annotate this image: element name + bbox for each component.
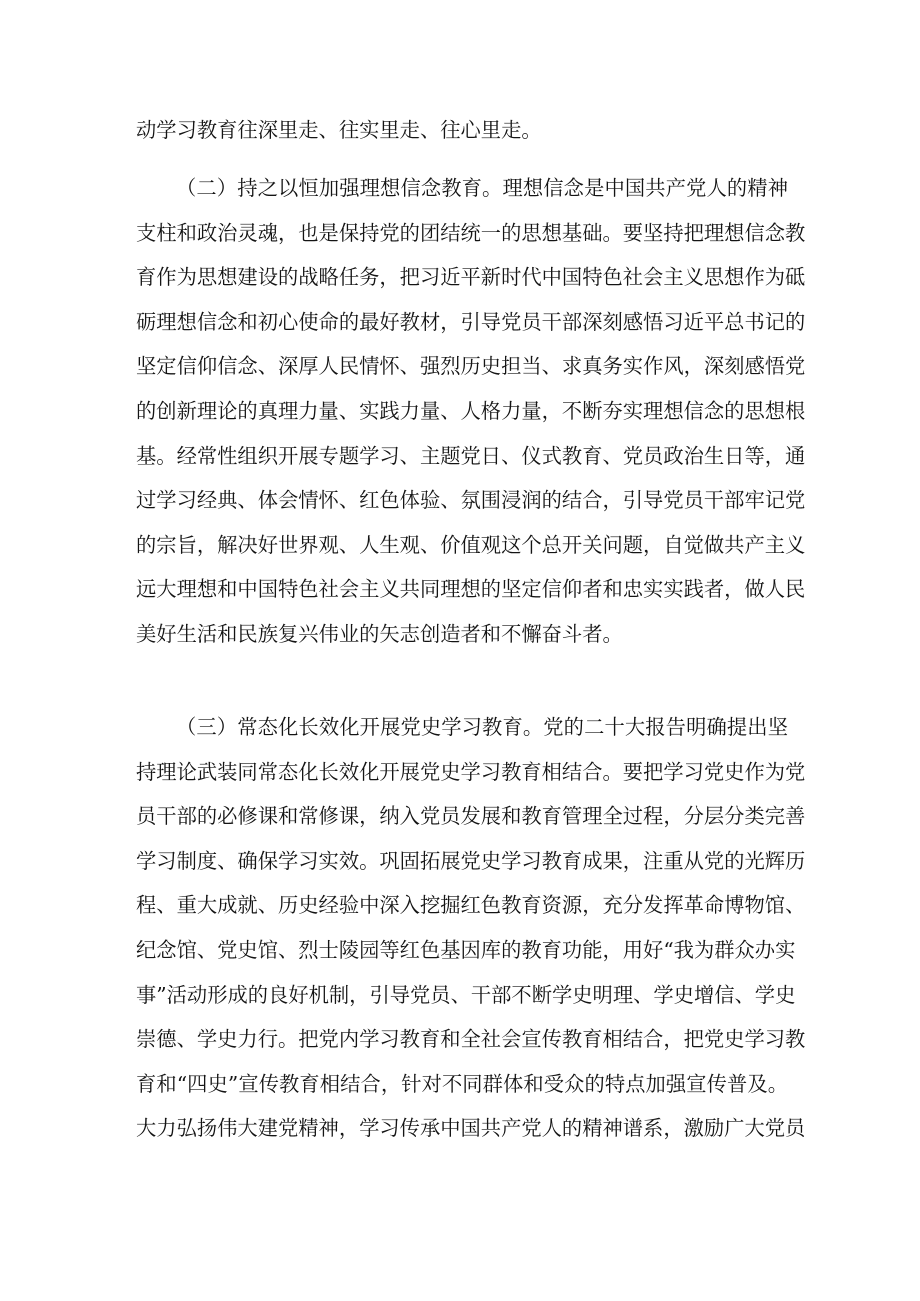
text-line: 支柱和政治灵魂，也是保持党的团结统一的思想基础。要坚持把理想信念教 — [136, 221, 806, 245]
section-heading-line: （三）常态化长效化开展党史学习教育。党的二十大报告明确提出坚 — [176, 715, 788, 739]
text-line: 基。经常性组织开展专题学习、主题党日、仪式教育、党员政治生日等，通 — [136, 444, 806, 468]
text-line: 崇德、学史力行。把党内学习教育和全社会宣传教育相结合，把党史学习教 — [136, 1027, 806, 1051]
text-line: 的宗旨，解决好世界观、人生观、价值观这个总开关问题，自觉做共产主义 — [136, 533, 806, 557]
text-line: 砺理想信念和初心使命的最好教材，引导党员干部深刻感悟习近平总书记的 — [136, 310, 806, 334]
text-line: 育和“四史”宣传教育相结合，针对不同群体和受众的特点加强宣传普及。 — [136, 1072, 788, 1096]
text-line: 事”活动形成的良好机制，引导党员、干部不断学史明理、学史增信、学史 — [136, 983, 796, 1007]
text-line: 育作为思想建设的战略任务，把习近平新时代中国特色社会主义思想作为砥 — [136, 265, 806, 289]
text-line: 动学习教育往深里走、往实里走、往心里走。 — [136, 118, 542, 142]
text-line: 的创新理论的真理力量、实践力量、人格力量，不断夯实理想信念的思想根 — [136, 399, 806, 423]
text-line: 过学习经典、体会情怀、红色体验、氛围浸润的结合，引导党员干部牢记党 — [136, 488, 806, 512]
text-line: 程、重大成就、历史经验中深入挖掘红色教育资源，充分发挥革命博物馆、 — [136, 893, 806, 917]
section-heading-line: （二）持之以恒加强理想信念教育。理想信念是中国共产党人的精神 — [176, 176, 788, 200]
text-line: 纪念馆、党史馆、烈士陵园等红色基因库的教育功能，用好“我为群众办实 — [136, 938, 796, 962]
text-line: 持理论武装同常态化长效化开展党史学习教育相结合。要把学习党史作为党 — [136, 760, 806, 784]
text-line: 员干部的必修课和常修课，纳入党员发展和教育管理全过程，分层分类完善 — [136, 804, 806, 828]
text-line: 大力弘扬伟大建党精神，学习传承中国共产党人的精神谱系，激励广大党员 — [136, 1116, 806, 1140]
text-line: 学习制度、确保学习实效。巩固拓展党史学习教育成果，注重从党的光辉历 — [136, 849, 806, 873]
text-line: 美好生活和民族复兴伟业的矢志创造者和不懈奋斗者。 — [136, 622, 623, 646]
text-line: 远大理想和中国特色社会主义共同理想的坚定信仰者和忠实实践者，做人民 — [136, 577, 806, 601]
text-line: 坚定信仰信念、深厚人民情怀、强烈历史担当、求真务实作风，深刻感悟党 — [136, 354, 806, 378]
